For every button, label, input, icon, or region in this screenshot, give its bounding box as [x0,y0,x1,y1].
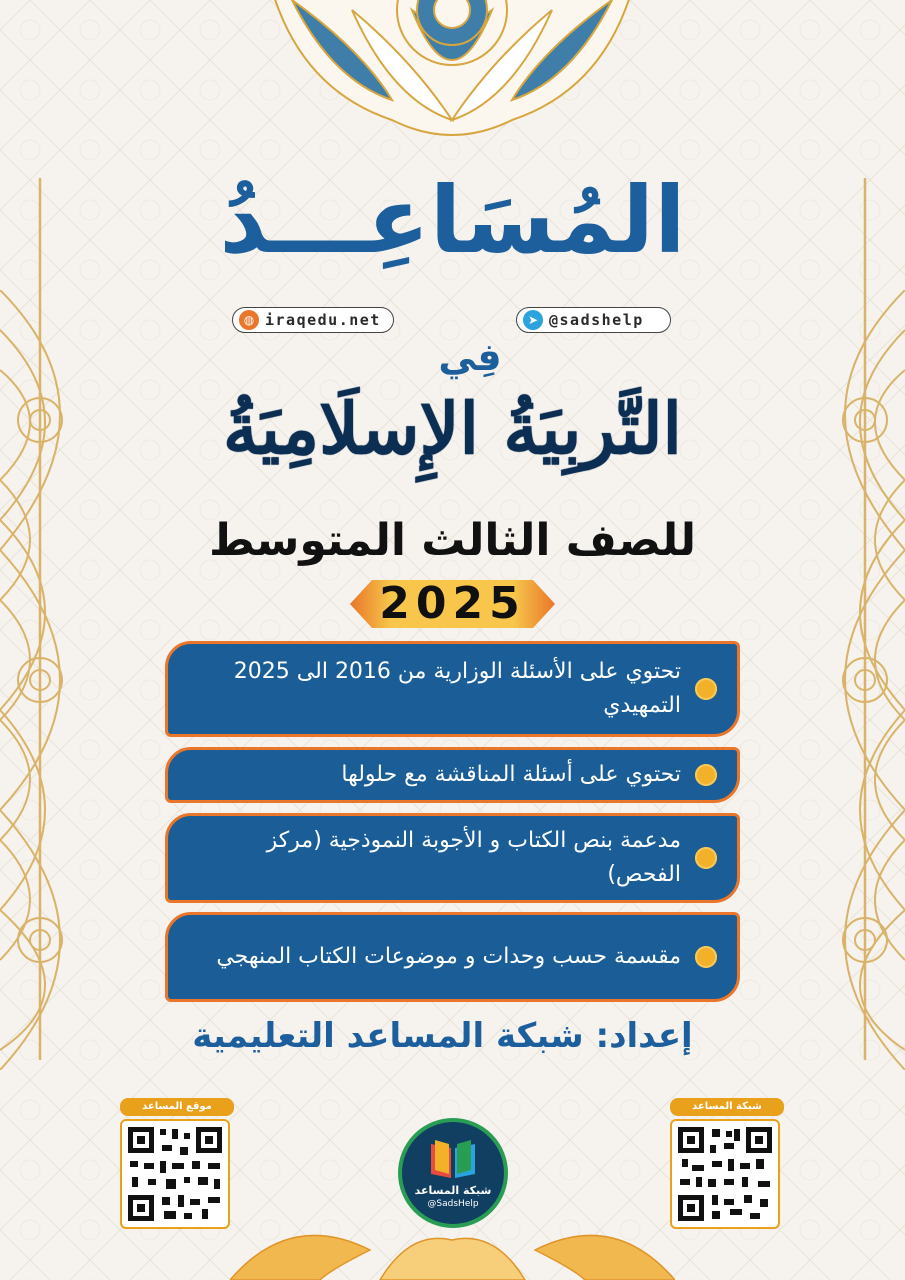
telegram-text: @sadshelp [549,311,644,329]
subject-prefix: فِي [438,335,502,379]
prepared-by: إعداد: شبكة المساعد التعليمية [192,1016,693,1056]
network-logo[interactable] [398,1118,508,1228]
year-text: 2025 [379,578,526,629]
qr-code[interactable] [120,1119,230,1229]
qr-pattern-icon [672,1121,778,1227]
bullet-icon [695,678,717,700]
logo-handle: @SadsHelp [427,1199,479,1209]
main-title: المُسَاعِـــدُ [219,167,686,274]
bullet-icon [695,764,717,786]
feature-text: تحتوي على أسئلة المناقشة مع حلولها [341,761,681,787]
subject-title: التَّربِيَةُ الإِسلَامِيَةُ [223,387,682,470]
feature-text: تحتوي على الأسئلة الوزارية من 2016 الى 2025 التمهيدي [233,658,681,718]
website-pill[interactable] [232,307,394,333]
qr-left-label: موقع المساعد [120,1098,234,1116]
feature-text: مدعمة بنص الكتاب و الأجوبة النموذجية (مركز الفحص) [266,827,681,887]
feature-text: مقسمة حسب وحدات و موضوعات الكتاب المنهجي [216,943,681,969]
website-text: iraqedu.net [265,311,381,329]
telegram-pill[interactable] [516,307,671,333]
feature-box [165,747,740,803]
bullet-icon [695,946,717,968]
book-icon [402,1128,504,1188]
grade-label: للصف الثالث المتوسط [208,515,697,566]
logo-name: شبكة المساعد [414,1184,492,1197]
feature-box [165,912,740,1002]
qr-code[interactable] [670,1119,780,1229]
qr-right[interactable] [670,1098,784,1229]
globe-icon: ◍ [239,310,259,330]
left-ornament [0,290,140,1070]
qr-pattern-icon [122,1121,228,1227]
qr-left[interactable] [120,1098,234,1229]
qr-right-label: شبكة المساعد [670,1098,784,1116]
feature-box [165,641,740,737]
right-ornament [765,290,905,1070]
year-badge [350,578,555,630]
feature-box [165,813,740,903]
bullet-icon [695,847,717,869]
telegram-icon: ➤ [523,310,543,330]
